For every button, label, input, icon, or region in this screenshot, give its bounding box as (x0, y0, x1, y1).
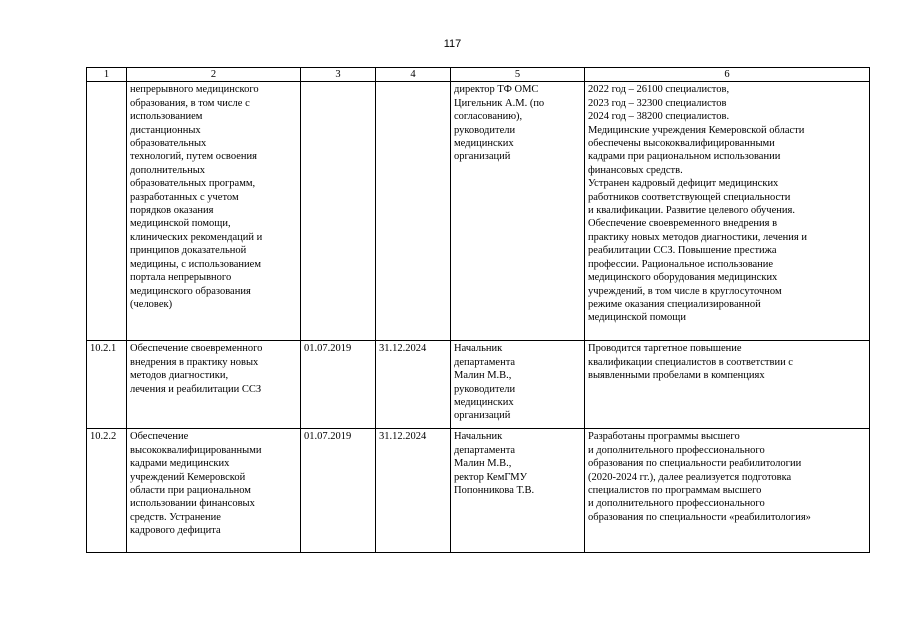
table-row (87, 429, 870, 553)
measure-text (127, 82, 301, 341)
header-cell: 3 (301, 68, 376, 82)
text-line: образовательных (130, 138, 207, 150)
text-line: квалификации специалистов в соответствии с (588, 356, 793, 368)
text-line: финансовых средств. (588, 164, 683, 176)
text-line: Малин М.В., (454, 370, 512, 382)
text-line: (человек) (130, 298, 173, 310)
text-line: кадрами при рациональном использовании (588, 151, 781, 163)
text-line: 2022 год – 26100 специалистов, (588, 84, 730, 96)
header-cell: 6 (585, 68, 870, 82)
table-row (87, 341, 870, 429)
text-line: высококвалифицированными (130, 444, 262, 456)
text-line: технологий, путем освоения (130, 151, 257, 163)
measure-text (127, 429, 301, 553)
text-line: образования по специальности «реабилитология» (588, 511, 811, 523)
text-line: дополнительных (130, 164, 206, 176)
text-line: согласованию), (454, 111, 523, 123)
text-line: и дополнительного профессионального (588, 498, 765, 510)
text-line: образования по специальности реабилитологии (588, 458, 802, 470)
expected-result (585, 82, 870, 341)
text-line: Обеспечение (130, 431, 189, 443)
text-line: департамента (454, 444, 516, 456)
text-line: области при рациональном (130, 485, 251, 497)
text-line: учреждений, в том числе в круглосуточном (588, 285, 782, 297)
text-line: организаций (454, 410, 511, 422)
start-date: 01.07.2019 (301, 429, 376, 553)
text-line: Разработаны программы высшего (588, 431, 740, 443)
text-line: руководители (454, 124, 516, 136)
page-number: 117 (443, 38, 462, 50)
text-line: учреждений Кемеровской (130, 471, 246, 483)
text-line: департамента (454, 356, 516, 368)
text-line: Малин М.В., (454, 458, 512, 470)
responsible (451, 429, 585, 553)
text-line: образования, в том числе с (130, 97, 250, 109)
text-line: Начальник (454, 431, 503, 443)
text-line: Проводится таргетное повышение (588, 343, 742, 355)
text-line: использовании финансовых (130, 498, 255, 510)
text-line: методов диагностики, (130, 370, 229, 382)
text-line: и дополнительного профессионального (588, 444, 765, 456)
text-line: Обеспечение своевременного внедрения в (588, 218, 778, 230)
text-line: портала непрерывного (130, 272, 232, 284)
text-line: дистанционных (130, 124, 201, 136)
text-line: внедрения в практику новых (130, 356, 259, 368)
text-line: организаций (454, 151, 511, 163)
text-line: медицинской помощи, (130, 218, 231, 230)
text-line: медицинского образования (130, 285, 251, 297)
text-line: профессии. Рациональное использование (588, 258, 774, 270)
text-line: медицинского оборудования медицинских (588, 272, 778, 284)
text-line: 2024 год – 38200 специалистов. (588, 111, 730, 123)
text-line: ректор КемГМУ (454, 471, 528, 483)
text-line: Медицинские учреждения Кемеровской области (588, 124, 805, 136)
text-line: работников соответствующей специальности (588, 191, 791, 203)
text-line: реабилитации ССЗ. Повышение престижа (588, 245, 777, 257)
header-cell: 1 (87, 68, 127, 82)
text-line: руководители (454, 383, 516, 395)
end-date: 31.12.2024 (376, 341, 451, 429)
text-line: и квалификации. Развитие целевого обучения. (588, 205, 795, 217)
end-date (376, 82, 451, 341)
text-line: кадрового дефицита (130, 525, 221, 537)
text-line: специалистов по программам высшего (588, 485, 762, 497)
text-line: кадрами медицинских (130, 458, 230, 470)
text-line: медицинских (454, 397, 514, 409)
text-line: клинических рекомендаций и (130, 231, 263, 243)
text-line: выявленными пробелами в компенциях (588, 370, 765, 382)
text-line: непрерывного медицинского (130, 84, 259, 96)
text-line: Обеспечение своевременного (130, 343, 263, 355)
end-date: 31.12.2024 (376, 429, 451, 553)
text-line: медицины, с использованием (130, 258, 261, 270)
text-line: 2023 год – 32300 специалистов (588, 97, 727, 109)
text-line: (2020-2024 гг.), далее реализуется подготовка (588, 471, 792, 483)
expected-result (585, 429, 870, 553)
responsible (451, 82, 585, 341)
text-line: Цигельник А.М. (по (454, 97, 545, 109)
text-line: средств. Устранение (130, 511, 221, 523)
text-line: директор ТФ ОМС (454, 84, 539, 96)
header-cell: 5 (451, 68, 585, 82)
start-date (301, 82, 376, 341)
text-line: режиме оказания специализированной (588, 298, 761, 310)
text-line: медицинской помощи (588, 312, 686, 324)
text-line: Попонникова Т.В. (454, 485, 535, 497)
text-line: лечения и реабилитации ССЗ (130, 383, 262, 395)
text-line: обеспечены высококвалифицированными (588, 138, 775, 150)
responsible (451, 341, 585, 429)
table-row (87, 82, 870, 341)
text-line: Устранен кадровый дефицит медицинских (588, 178, 779, 190)
item-number: 10.2.1 (87, 341, 127, 429)
item-number (87, 82, 127, 341)
start-date: 01.07.2019 (301, 341, 376, 429)
header-cell: 2 (127, 68, 301, 82)
expected-result (585, 341, 870, 429)
text-line: практику новых методов диагностики, лечения и (588, 231, 807, 243)
text-line: медицинских (454, 138, 514, 150)
header-row (87, 68, 870, 82)
text-line: разработанных с учетом (130, 191, 239, 203)
text-line: использованием (130, 111, 203, 123)
text-line: образовательных программ, (130, 178, 256, 190)
text-line: Начальник (454, 343, 503, 355)
text-line: принципов доказательной (130, 245, 247, 257)
plan-table (86, 67, 870, 553)
text-line: порядков оказания (130, 205, 214, 217)
header-cell: 4 (376, 68, 451, 82)
measure-text (127, 341, 301, 429)
item-number: 10.2.2 (87, 429, 127, 553)
